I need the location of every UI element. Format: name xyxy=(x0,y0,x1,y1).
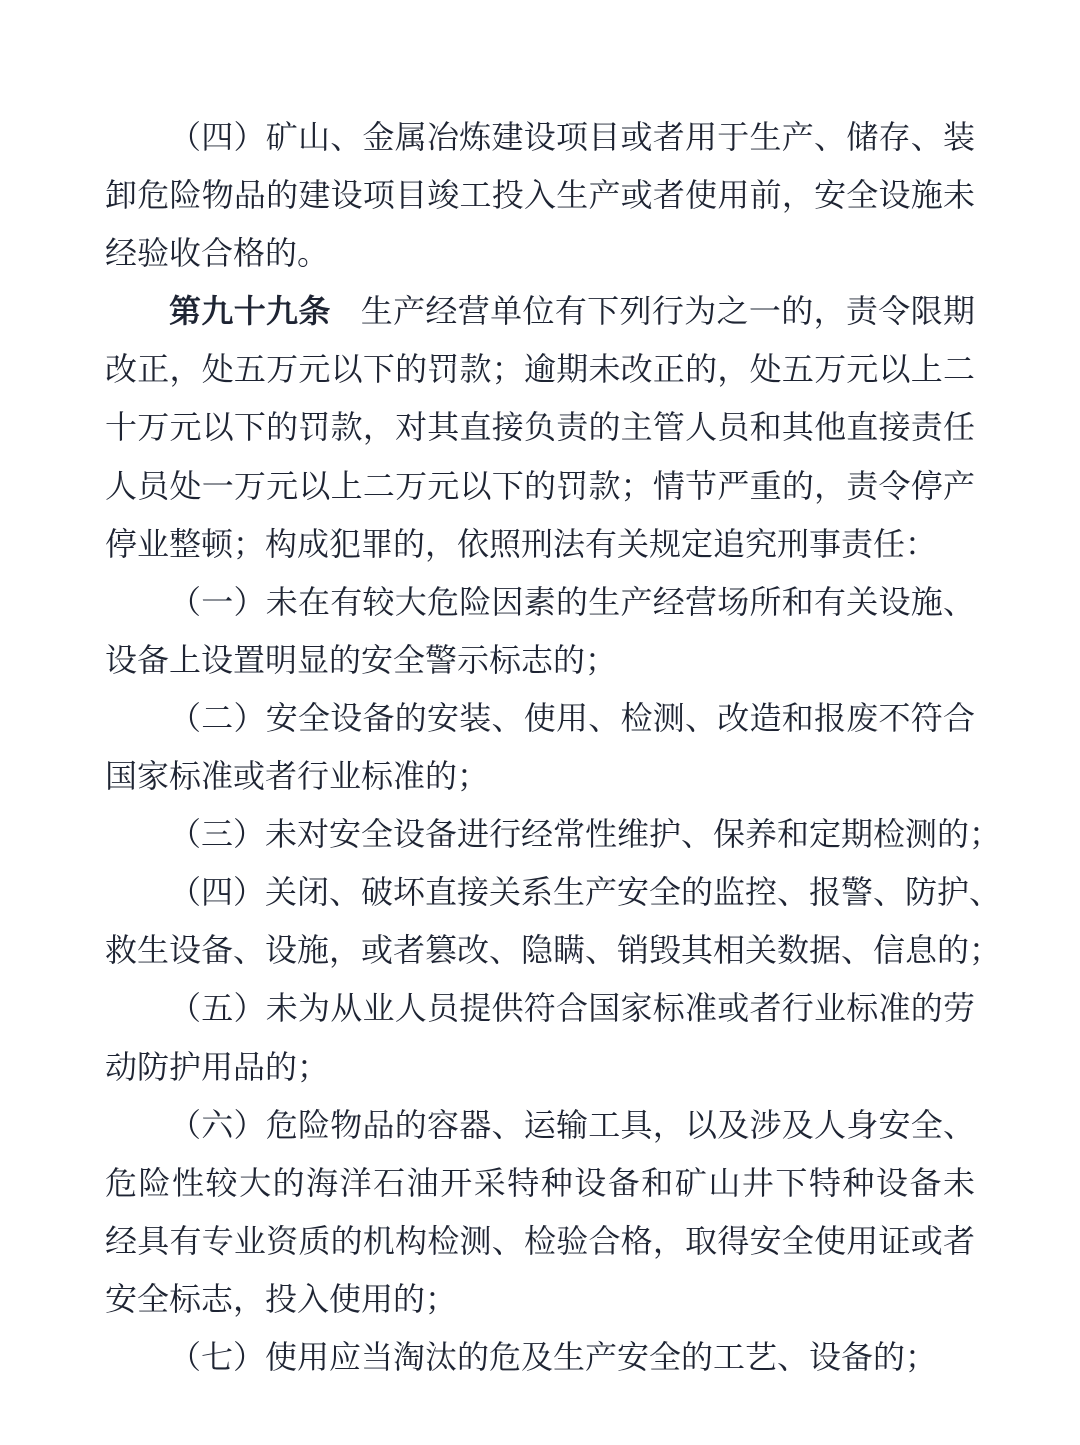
text-line: 经具有专业资质的机构检测、检验合格，取得安全使用证或者 xyxy=(105,1221,975,1260)
clause-paragraph xyxy=(105,108,975,282)
text-line: （四）矿山、金属冶炼建设项目或者用于生产、储存、装 xyxy=(169,118,975,156)
text-line: 救生设备、设施，或者篡改、隐瞒、销毁其相关数据、信息的； xyxy=(105,931,1002,970)
text-line: （二）安全设备的安装、使用、检测、改造和报废不符合 xyxy=(169,698,975,737)
line-text: 生产经营单位有下列行为之一的，责令限期 xyxy=(360,292,975,331)
text-line: （三）未对安全设备进行经常性维护、保养和定期检测的； xyxy=(169,815,1002,854)
text-line: （七）使用应当淘汰的危及生产安全的工艺、设备的； xyxy=(169,1337,938,1376)
text-line: 安全标志，投入使用的； xyxy=(105,1279,458,1318)
article-number: 第九十九条 xyxy=(169,292,331,331)
text-line: 停业整顿；构成犯罪的，依照刑法有关规定追究刑事责任： xyxy=(105,524,938,563)
text-line: 国家标准或者行业标准的； xyxy=(105,757,490,796)
clause-paragraph xyxy=(105,979,975,1095)
text-line xyxy=(105,282,975,340)
clause-paragraph xyxy=(105,1096,975,1328)
document-body xyxy=(105,108,1002,1386)
text-line: （五）未为从业人员提供符合国家标准或者行业标准的劳 xyxy=(169,989,975,1028)
clause-paragraph xyxy=(105,689,975,805)
text-line: 改正，处五万元以下的罚款；逾期未改正的，处五万元以上二 xyxy=(105,350,975,389)
text-line: （一）未在有较大危险因素的生产经营场所和有关设施、 xyxy=(169,582,975,621)
text-line: 卸危险物品的建设项目竣工投入生产或者使用前，安全设施未 xyxy=(105,176,975,215)
text-line: 动防护用品的； xyxy=(105,1047,330,1086)
clause-paragraph xyxy=(105,1328,975,1386)
text-line: 经验收合格的。 xyxy=(105,234,330,273)
text-line: 危险性较大的海洋石油开采特种设备和矿山井下特种设备未 xyxy=(105,1163,975,1202)
clause-paragraph xyxy=(105,573,975,689)
article-paragraph xyxy=(105,282,975,572)
text-line: 十万元以下的罚款，对其直接负责的主管人员和其他直接责任 xyxy=(105,408,975,447)
text-line: 人员处一万元以上二万元以下的罚款；情节严重的，责令停产 xyxy=(105,466,975,505)
text-line: （四）关闭、破坏直接关系生产安全的监控、报警、防护、 xyxy=(169,873,1002,912)
clause-paragraph xyxy=(105,805,1002,863)
clause-paragraph xyxy=(105,863,1002,979)
text-line: （六）危险物品的容器、运输工具，以及涉及人身安全、 xyxy=(169,1105,975,1144)
text-line: 设备上设置明显的安全警示标志的； xyxy=(105,640,618,679)
